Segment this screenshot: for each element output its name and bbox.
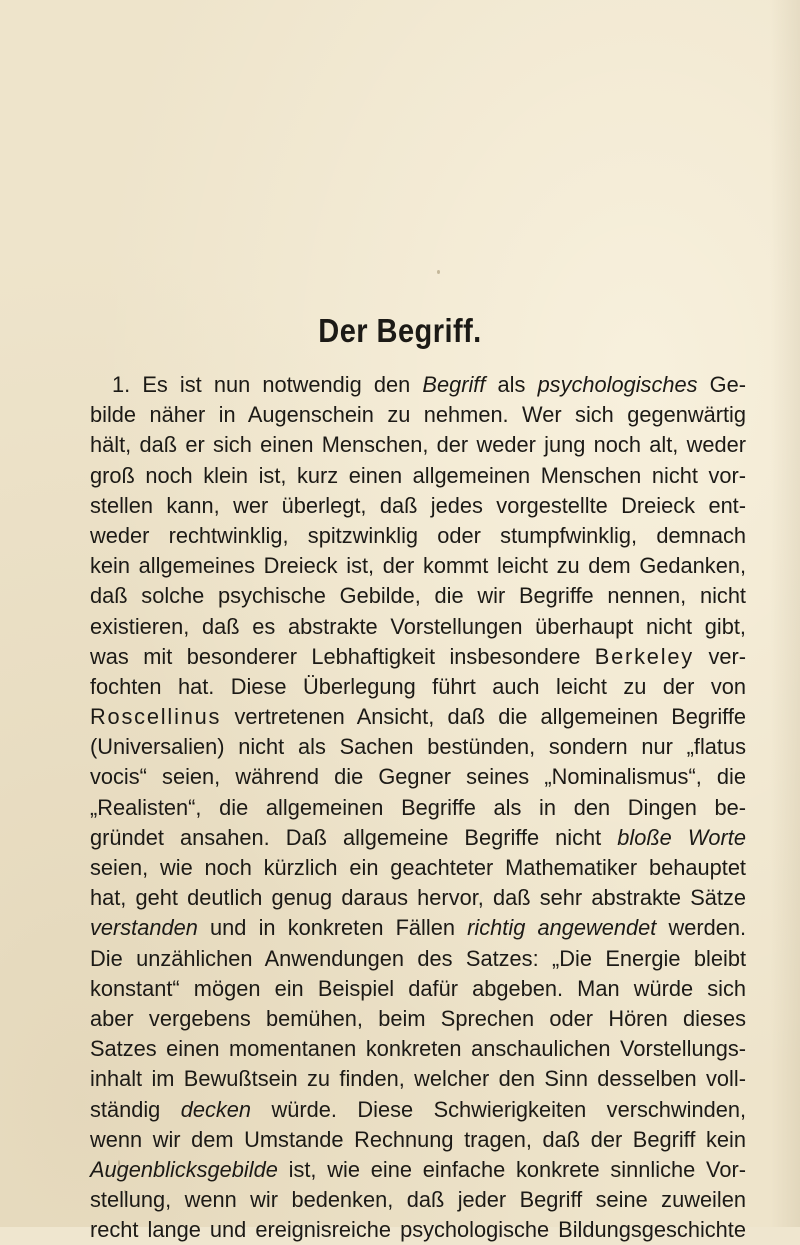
text-line: verstanden und in konkreten Fällen richtig angewendet werden. xyxy=(90,915,747,941)
text-line: Die unzählichen Anwendungen des Satzes: „Die Energie bleibt xyxy=(90,945,746,971)
italic-emphasis: Begriff xyxy=(422,372,486,397)
text-line: hält, daß er sich einen Menschen, der weder jung noch alt, weder xyxy=(90,432,746,458)
text-line: „Realisten“, die allgemeinen Begriffe als in den Dingen be- xyxy=(90,794,746,820)
text-line: 1. Es ist nun notwendig den Begriff als psychologisches Ge- xyxy=(112,372,746,397)
text-line: ständig decken würde. Diese Schwierigkeiten verschwinden, xyxy=(90,1096,747,1122)
italic-emphasis: psychologisches xyxy=(537,372,698,397)
text-line: bilde näher in Augenschein zu nehmen. Wer sich gegenwärtig xyxy=(90,402,746,428)
text-line: hat, geht deutlich genug daraus hervor, daß sehr abstrakte Sätze xyxy=(90,885,746,911)
text-line: daß solche psychische Gebilde, die wir Begriffe nennen, nicht xyxy=(90,583,746,609)
page-edge-shadow xyxy=(770,0,800,1227)
text-line: stellung, wenn wir bedenken, daß jeder Begriff seine zuweilen xyxy=(90,1187,746,1213)
text-line: recht lange und ereignisreiche psychologische Bildungsgeschichte xyxy=(90,1217,746,1243)
text-line: weder rechtwinklig, spitzwinklig oder stumpfwinklig, demnach xyxy=(90,522,746,548)
paper-speck xyxy=(437,270,440,274)
text-line: wenn wir dem Umstande Rechnung tragen, daß der Begriff kein xyxy=(90,1126,746,1152)
text-line: existieren, daß es abstrakte Vorstellungen überhaupt nicht gibt, xyxy=(90,613,746,639)
text-line: inhalt im Bewußtsein zu finden, welcher den Sinn desselben voll- xyxy=(90,1066,746,1092)
text-line: groß noch klein ist, kurz einen allgemeinen Menschen nicht vor- xyxy=(90,462,746,488)
text-line: was mit besonderer Lebhaftigkeit insbesondere Berkeley ver- xyxy=(90,643,746,669)
text-line: Satzes einen momentanen konkreten anschaulichen Vorstellungs- xyxy=(90,1036,746,1062)
text-line: Augenblicksgebilde ist, wie eine einfache konkrete sinnliche Vor- xyxy=(90,1156,746,1182)
text-line: konstant“ mögen ein Beispiel dafür abgeben. Man würde sich xyxy=(90,975,746,1001)
italic-emphasis: decken xyxy=(180,1096,252,1122)
chapter-title: Der Begriff. xyxy=(318,312,482,349)
italic-emphasis: richtig angewendet xyxy=(467,915,657,941)
text-line: gründet ansahen. Daß allgemeine Begriffe nicht bloße Worte xyxy=(90,824,746,850)
text-line: (Universalien) nicht als Sachen bestünden, sondern nur „flatus xyxy=(90,734,746,760)
text-line: seien, wie noch kürzlich ein geachteter Mathematiker behauptet xyxy=(90,855,746,880)
spaced-name: Berkeley xyxy=(594,643,694,669)
text-line: vocis“ seien, während die Gegner seines „Nominalismus“, die xyxy=(90,764,746,790)
text-line: kein allgemeines Dreieck ist, der kommt leicht zu dem Gedanken, xyxy=(90,553,746,579)
text-line: aber vergebens bemühen, beim Sprechen oder Hören dieses xyxy=(90,1005,746,1031)
body-paragraph xyxy=(90,370,746,1245)
text-line: Roscellinus vertretenen Ansicht, daß die allgemeinen Begriffe xyxy=(90,704,746,730)
text-line: fochten hat. Diese Überlegung führt auch leicht zu der von xyxy=(90,673,746,699)
italic-emphasis: verstanden xyxy=(90,915,198,941)
italic-emphasis: bloße Worte xyxy=(617,824,746,850)
spaced-name: Roscellinus xyxy=(90,704,222,730)
text-line: stellen kann, wer überlegt, daß jedes vorgestellte Dreieck ent- xyxy=(90,492,746,518)
italic-emphasis: Augenblicksgebilde xyxy=(90,1156,278,1182)
